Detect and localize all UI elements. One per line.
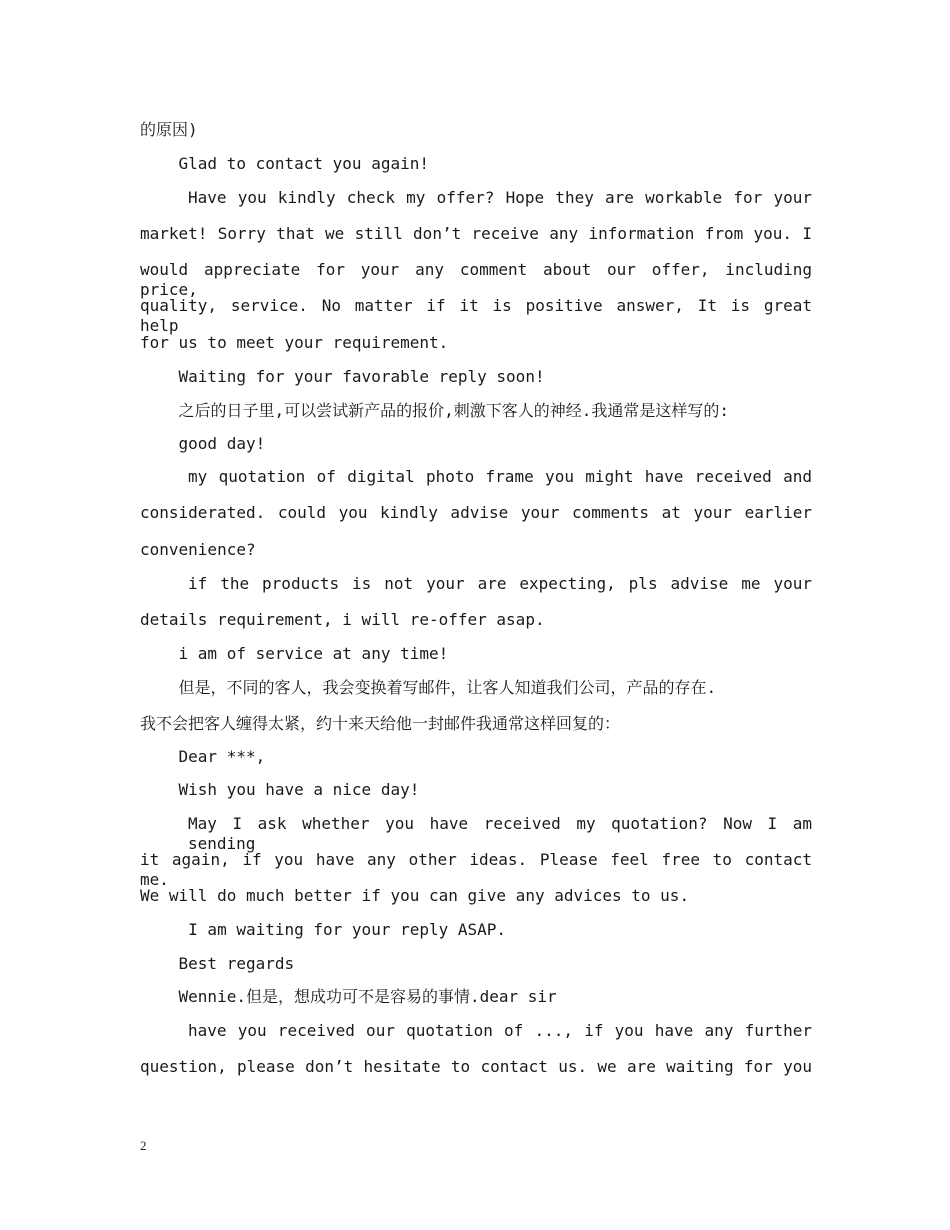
text-line: if the products is not your are expecting, pls advise me your — [188, 574, 812, 593]
text-line: Waiting for your favorable reply soon! — [140, 367, 545, 386]
text-line: convenience? — [140, 540, 256, 559]
text-line: details requirement, i will re-offer asap. — [140, 610, 545, 629]
text-line: 之后的日子里,可以尝试新产品的报价,刺激下客人的神经.我通常是这样写的: — [140, 401, 730, 420]
text-line: it again, if you have any other ideas. Please feel free to contact me. — [140, 850, 812, 889]
text-line: good day! — [140, 434, 266, 453]
text-line: Wennie.但是，想成功可不是容易的事情.dear sir — [140, 987, 557, 1006]
text-line: have you received our quotation of ..., if you have any further — [188, 1021, 812, 1040]
text-line: 的原因) — [140, 120, 198, 139]
text-line: 但是，不同的客人，我会变换着写邮件，让客人知道我们公司，产品的存在. — [140, 678, 717, 697]
text-line: Glad to contact you again! — [140, 154, 429, 173]
text-line: Have you kindly check my offer? Hope they are workable for your — [188, 188, 812, 207]
text-line: quality, service. No matter if it is positive answer, It is great help — [140, 296, 812, 335]
text-line: for us to meet your requirement. — [140, 333, 449, 352]
text-line: May I ask whether you have received my quotation? Now I am sending — [188, 814, 812, 853]
text-line: Best regards — [140, 954, 295, 973]
text-line: question, please don’t hesitate to contact us. we are waiting for you — [140, 1057, 812, 1076]
text-line: Dear ***, — [140, 747, 266, 766]
page-number: 2 — [140, 1138, 147, 1153]
text-line: We will do much better if you can give any advices to us. — [140, 886, 690, 905]
text-line: would appreciate for your any comment about our offer, including price, — [140, 260, 812, 299]
text-line: my quotation of digital photo frame you might have received and — [188, 467, 812, 486]
text-line: 我不会把客人缠得太紧，约十来天给他一封邮件我通常这样回复的： — [140, 714, 621, 733]
text-line: Wish you have a nice day! — [140, 780, 420, 799]
text-line: considerated. could you kindly advise your comments at your earlier — [140, 503, 812, 522]
text-line: I am waiting for your reply ASAP. — [140, 920, 507, 939]
text-line: i am of service at any time! — [140, 644, 449, 663]
text-line: market! Sorry that we still don’t receive any information from you. I — [140, 224, 812, 243]
